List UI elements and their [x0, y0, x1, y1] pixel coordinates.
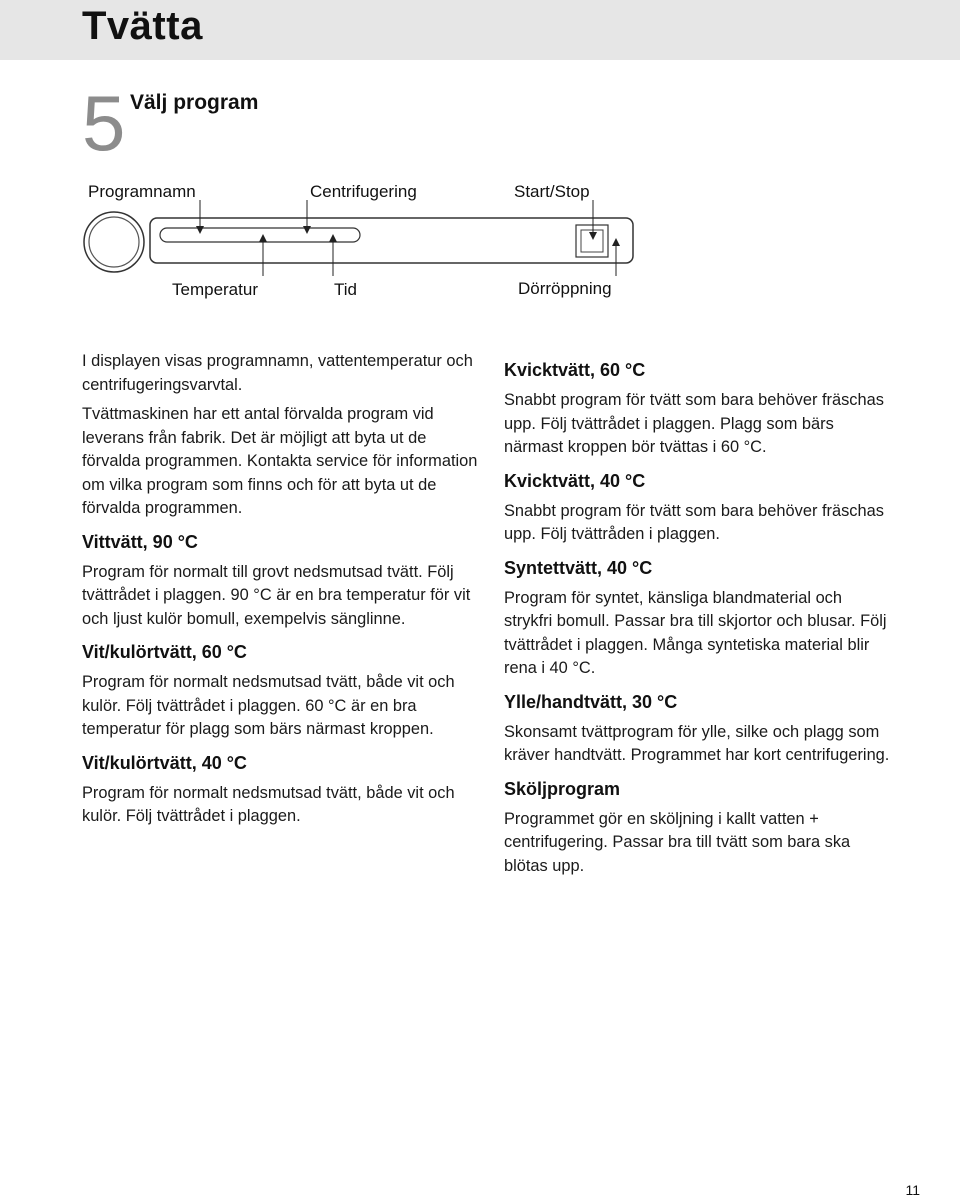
intro-paragraph: Tvättmaskinen har ett antal förvalda program vid leverans från fabrik. Det är möjligt att byta ut de förvalda programmen. Kontakta service för information om vilka program som finns och för att byta ut de förvalda programmen. [82, 405, 478, 517]
label-program-name: Programnamn [88, 182, 196, 201]
intro-paragraph: I displayen visas programnamn, vattentemperatur och centrifugeringsvarvtal. [82, 352, 473, 394]
page-number: 11 [905, 1182, 920, 1198]
program-description: Program för normalt nedsmutsad tvätt, både vit och kulör. Följ tvättrådet i plaggen. 60 °C är en bra temperatur för plagg som bärs närmast kroppen. [82, 673, 455, 738]
program-heading: Vittvätt, 90 °C [82, 531, 198, 552]
program-description: Program för normalt till grovt nedsmutsad tvätt. Följ tvättrådet i plaggen. 90 °C är en bra temperatur för vit och ljust kulör bomull, exempelvis sänglinne. [82, 562, 471, 628]
label-time: Tid [334, 280, 357, 299]
program-heading: Vit/kulörtvätt, 40 °C [82, 752, 247, 773]
program-description: Programmet gör en sköljning i kallt vatten + centrifugering. Passar bra till tvätt som bara ska blötas upp. [504, 809, 851, 875]
label-temperature: Temperatur [172, 280, 258, 299]
program-description: Program för normalt nedsmutsad tvätt, både vit och kulör. Följ tvättrådet i plaggen. [82, 783, 455, 825]
program-heading: Syntettvätt, 40 °C [504, 557, 653, 578]
right-column [504, 358, 894, 878]
program-heading: Ylle/handtvätt, 30 °C [504, 691, 678, 712]
program-heading: Vit/kulörtvätt, 60 °C [82, 642, 247, 662]
program-heading: Sköljprogram [504, 778, 621, 799]
page-title: Tvätta [82, 4, 203, 48]
program-description: Snabbt program för tvätt som bara behöver fräschas upp. Följ tvättråden i plaggen. [504, 501, 884, 543]
display-window [160, 228, 360, 242]
step-title: Välj program [130, 91, 259, 114]
program-heading: Kvicktvätt, 40 °C [504, 470, 646, 491]
left-column [82, 350, 482, 829]
program-description: Snabbt program för tvätt som bara behöver fräschas upp. Följ tvättrådet i plaggen. Plagg som bärs närmast kroppen bör tvättas i 60 °C. [504, 391, 884, 456]
program-description: Program för syntet, känsliga blandmaterial och strykfri bomull. Passar bra till skjortor och blusar. Följ tvättrådet i plaggen. Många syntetiska material blir rena i 40 °C. [504, 588, 887, 677]
program-heading: Kvicktvätt, 60 °C [504, 360, 646, 380]
control-panel-diagram [0, 170, 960, 310]
program-description: Skonsamt tvättprogram för ylle, silke och plagg som kräver handtvätt. Programmet har kort centrifugering. [504, 722, 890, 764]
label-start-stop: Start/Stop [514, 182, 590, 201]
step-number: 5 [82, 79, 124, 167]
label-spin: Centrifugering [310, 182, 417, 201]
label-door-opening: Dörröppning [518, 279, 612, 298]
